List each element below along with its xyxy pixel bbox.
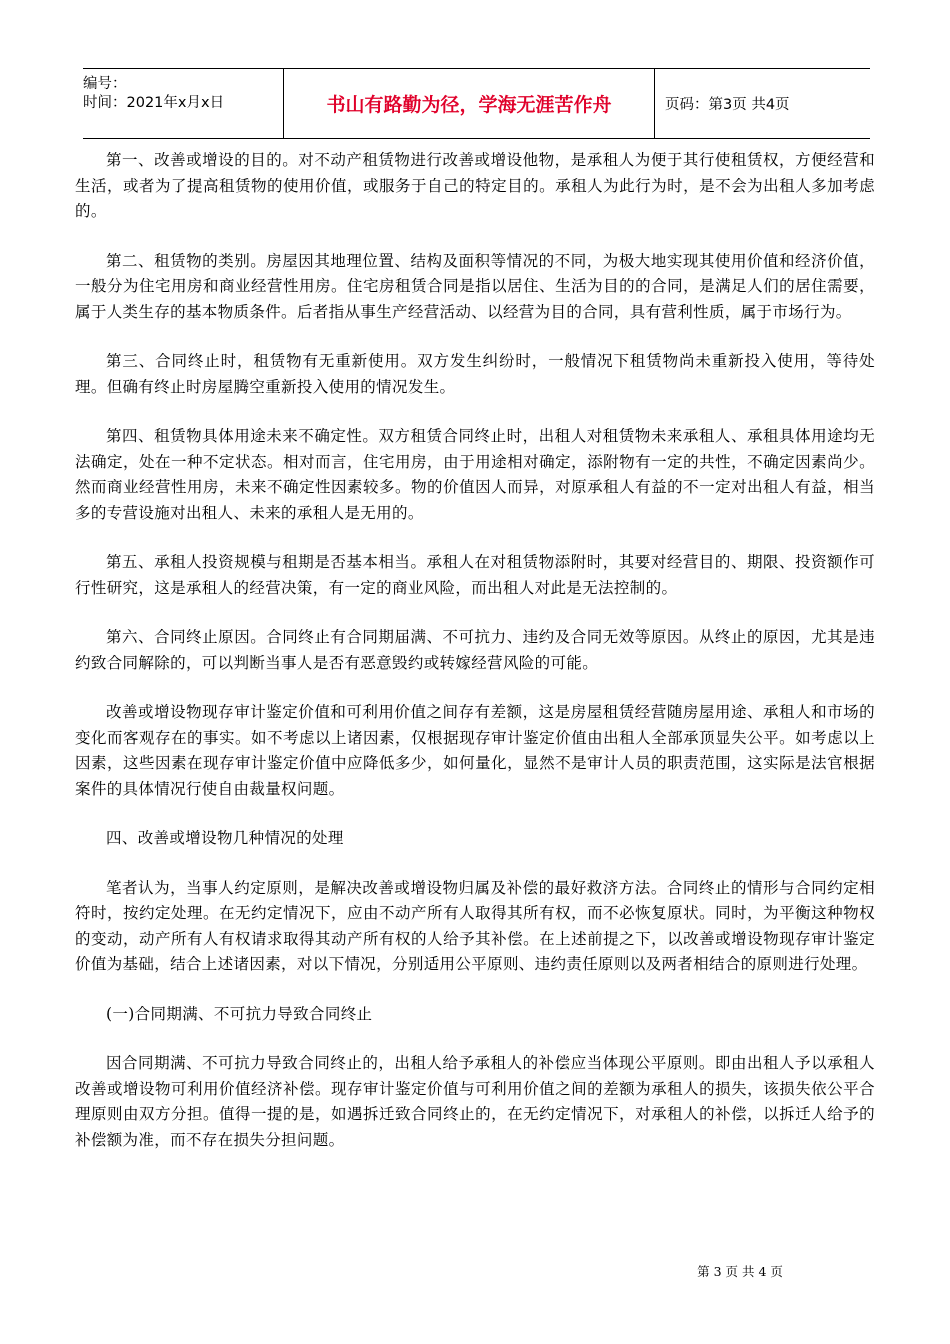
paragraph-4: 第四、租赁物具体用途未来不确定性。双方租赁合同终止时，出租人对租赁物未来承租人、承租具体用途均无法确定，处在一种不定状态。相对而言，住宅用房，由于用途相对确定，添附物有一定的共性，不确定因素尚少。然而商业经营性用房，未来不确定性因素较多。物的价值因人而异，对原承租人有益的不一定对出租人有益，相当多的专营设施对出租人、未来的承租人是无用的。: [75, 427, 875, 522]
number-label: 编号：: [83, 76, 127, 92]
document-body: [75, 148, 875, 1177]
date-label: 时间：2021年x月x日: [83, 95, 225, 111]
paragraph-9: 因合同期满、不可抗力导致合同终止的，出租人给予承租人的补偿应当体现公平原则。即由出租人予以承租人改善或增设物可利用价值经济补偿。现存审计鉴定价值与可利用价值之间的差额为承租人的损失，该损失依公平合理原则由双方分担。值得一提的是，如遇拆迁致合同终止的，在无约定情况下，对承租人的补偿，以拆迁人给予的补偿额为准，而不存在损失分担问题。: [75, 1054, 875, 1149]
motto-text: 书山有路勤为径，学海无涯苦作舟: [326, 94, 612, 116]
header-left-cell: [83, 69, 283, 138]
paragraph-7: 改善或增设物现存审计鉴定价值和可利用价值之间存有差额，这是房屋租赁经营随房屋用途、承租人和市场的变化而客观存在的事实。如不考虑以上诸因素，仅根据现存审计鉴定价值由出租人全部承顶显失公平。如考虑以上因素，这些因素在现存审计鉴定价值中应降低多少，如何量化，显然不是审计人员的职责范围，这实际是法官根据案件的具体情况行使自由裁量权问题。: [75, 703, 875, 798]
header-page-cell: [655, 69, 870, 138]
section-heading-4: 四、改善或增设物几种情况的处理: [106, 829, 344, 847]
subsection-heading-1: (一)合同期满、不可抗力导致合同终止: [106, 1004, 373, 1023]
header-motto-cell: [283, 69, 655, 138]
page-header: [83, 68, 870, 139]
paragraph-3: 第三、合同终止时，租赁物有无重新使用。双方发生纠纷时，一般情况下租赁物尚未重新投入使用，等待处理。但确有终止时房屋腾空重新投入使用的情况发生。: [75, 352, 875, 396]
paragraph-2: 第二、租赁物的类别。房屋因其地理位置、结构及面积等情况的不同，为极大地实现其使用价值和经济价值，一般分为住宅用房和商业经营性用房。住宅房租赁合同是指以居住、生活为目的的合同，是满足人们的居住需要，属于人类生存的基本物质条件。后者指从事生产经营活动、以经营为目的合同，具有营利性质，属于市场行为。: [75, 251, 875, 321]
page-footer: [0, 1262, 950, 1280]
page-info: 页码：第3页 共4页: [665, 97, 790, 113]
paragraph-1: 第一、改善或增设的目的。对不动产租赁物进行改善或增设他物，是承租人为便于其行使租赁权，方便经营和生活，或者为了提高租赁物的使用价值，或服务于自己的特定目的。承租人为此行为时，是不会为出租人多加考虑的。: [75, 151, 875, 220]
paragraph-6: 第六、合同终止原因。合同终止有合同期届满、不可抗力、违约及合同无效等原因。从终止的原因，尤其是违约致合同解除的，可以判断当事人是否有恶意毁约或转嫁经营风险的可能。: [75, 628, 875, 672]
footer-page-number: 第 3 页 共 4 页: [697, 1264, 783, 1279]
paragraph-8: 笔者认为，当事人约定原则，是解决改善或增设物归属及补偿的最好救济方法。合同终止的情形与合同约定相符时，按约定处理。在无约定情况下，应由不动产所有人取得其所有权，而不必恢复原状。同时，为平衡这种物权的变动，动产所有人有权请求取得其动产所有权的人给予其补偿。在上述前提之下，以改善或增设物现存审计鉴定价值为基础，结合上述诸因素，对以下情况，分别适用公平原则、违约责任原则以及两者相结合的原则进行处理。: [75, 878, 875, 973]
paragraph-5: 第五、承租人投资规模与租期是否基本相当。承租人在对租赁物添附时，其要对经营目的、期限、投资额作可行性研究，这是承租人的经营决策，有一定的商业风险，而出租人对此是无法控制的。: [75, 553, 875, 597]
